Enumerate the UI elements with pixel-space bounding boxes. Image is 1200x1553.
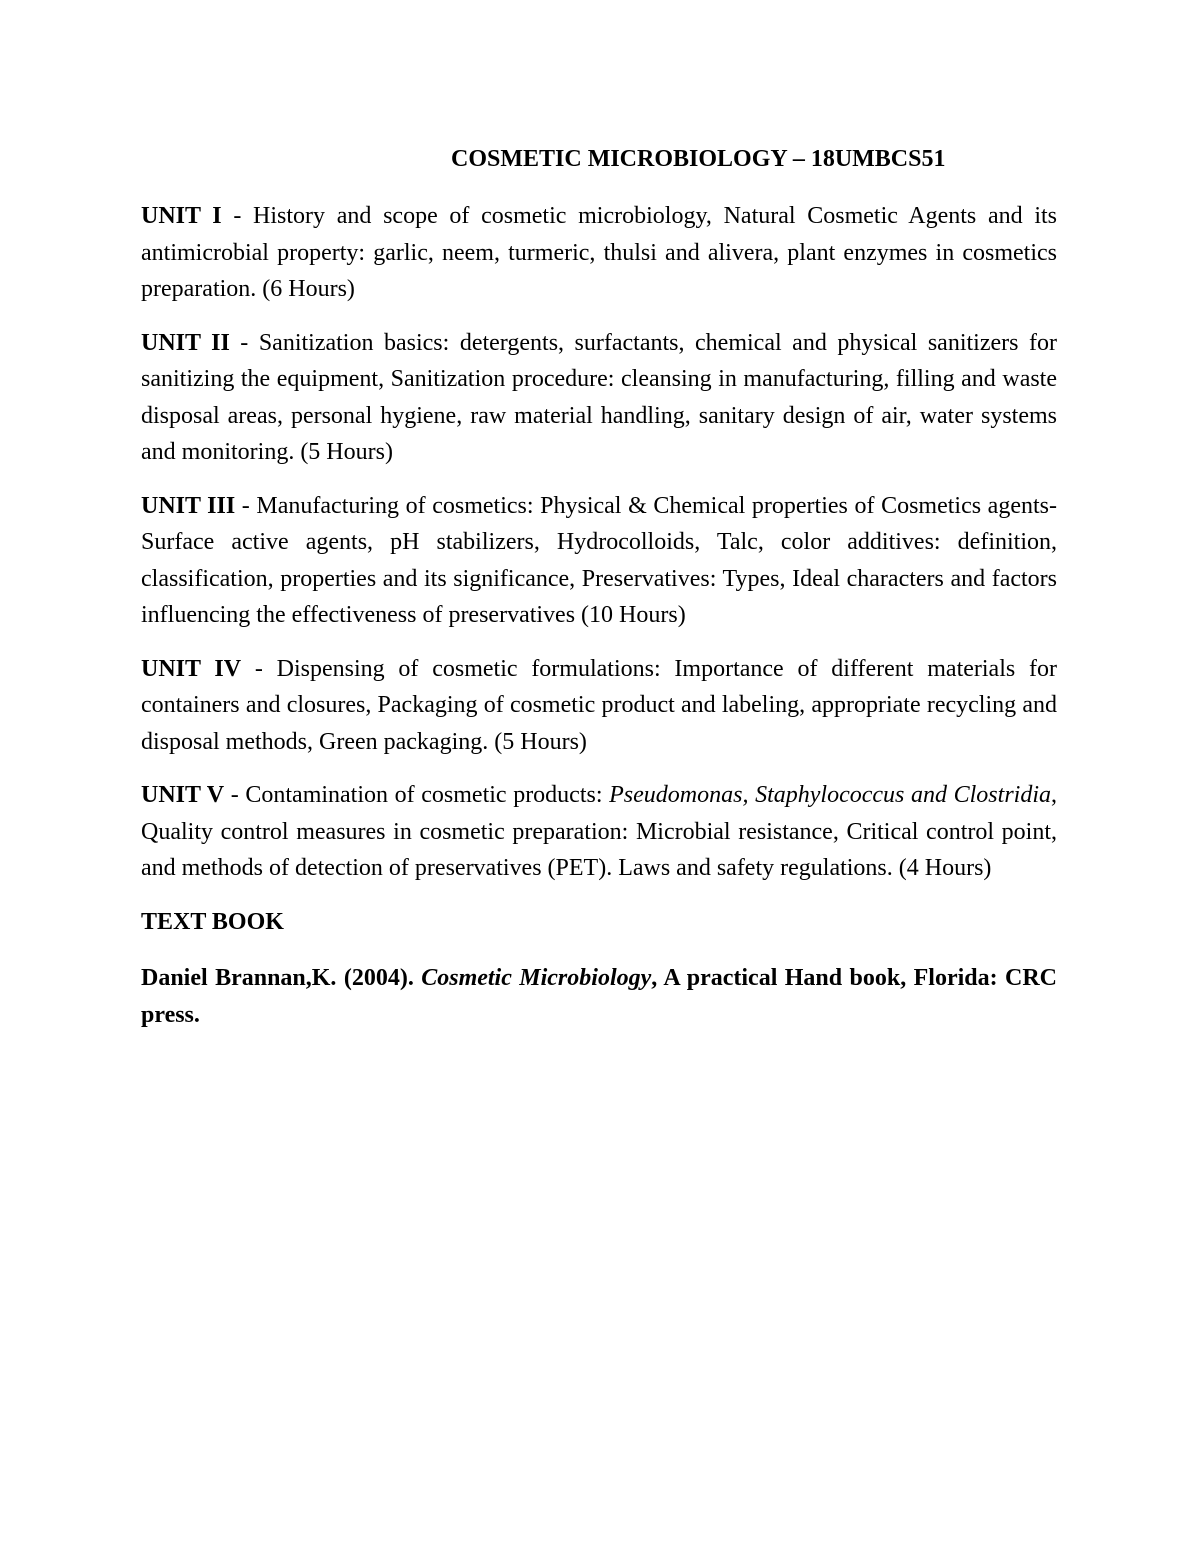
unit-5-separator: - (224, 782, 246, 808)
unit-5-organisms-italic: Pseudomonas, Staphylococcus and Clostridia (609, 782, 1051, 808)
unit-1-paragraph (141, 198, 1057, 308)
unit-5-text-after: , Quality control measures in cosmetic preparation: Microbial resistance, Critical control point, and methods of detection of preservatives (PET). Laws and safety regulations. (4 Hours) (141, 782, 1057, 881)
reference-rest: , A practical Hand book, Florida: CRC press. (141, 965, 1057, 1028)
textbook-reference (141, 960, 1057, 1033)
unit-1-separator: - (221, 203, 254, 229)
unit-2-label: UNIT II (141, 329, 230, 356)
unit-3-separator: - (235, 492, 257, 519)
unit-2-paragraph (141, 325, 1057, 471)
reference-book-title: Cosmetic Microbiology (421, 965, 652, 991)
unit-4-paragraph (141, 651, 1057, 761)
textbook-heading: TEXT BOOK (141, 908, 284, 935)
unit-4-text: Dispensing of cosmetic formulations: Importance of different materials for containers and closures, Packaging of cosmetic product and labeling, appropriate recycling and disposal methods, Green packaging. (5 Hours) (141, 655, 1058, 755)
page-title: COSMETIC MICROBIOLOGY – 18UMBCS51 (451, 146, 946, 172)
unit-2-text: Sanitization basics: detergents, surfactants, chemical and physical sanitizers for sanitizing the equipment, Sanitization procedure: cleansing in manufacturing, filling and waste disposal areas, personal hygiene, raw material handling, sanitary design of air, water systems and monitoring. (5 Hours) (141, 329, 1057, 465)
unit-3-text: Manufacturing of cosmetics: Physical & Chemical properties of Cosmetics agents- Surface active agents, pH stabilizers, Hydrocolloids, Talc, color additives: definition, classification, properties and its significance, Preservatives: Types, Ideal characters and factors influencing the effectiveness of preservatives (10 Hours) (141, 492, 1057, 628)
unit-3-paragraph (141, 488, 1057, 634)
syllabus-content (141, 198, 1057, 1033)
unit-5-label: UNIT V (141, 782, 225, 808)
unit-3-label: UNIT III (141, 492, 236, 519)
unit-4-label: UNIT IV (141, 655, 242, 682)
unit-2-separator: - (229, 329, 259, 356)
unit-1-text: History and scope of cosmetic microbiology, Natural Cosmetic Agents and its antimicrobial property: garlic, neem, turmeric, thulsi and alivera, plant enzymes in cosmetics preparation. (6 Hours) (141, 203, 1058, 302)
unit-5-paragraph (141, 777, 1057, 887)
unit-4-separator: - (241, 655, 277, 682)
unit-1-label: UNIT I (141, 203, 222, 229)
reference-author: Daniel Brannan,K. (2004). (141, 965, 422, 991)
unit-5-text-before: Contamination of cosmetic products: (245, 782, 610, 808)
